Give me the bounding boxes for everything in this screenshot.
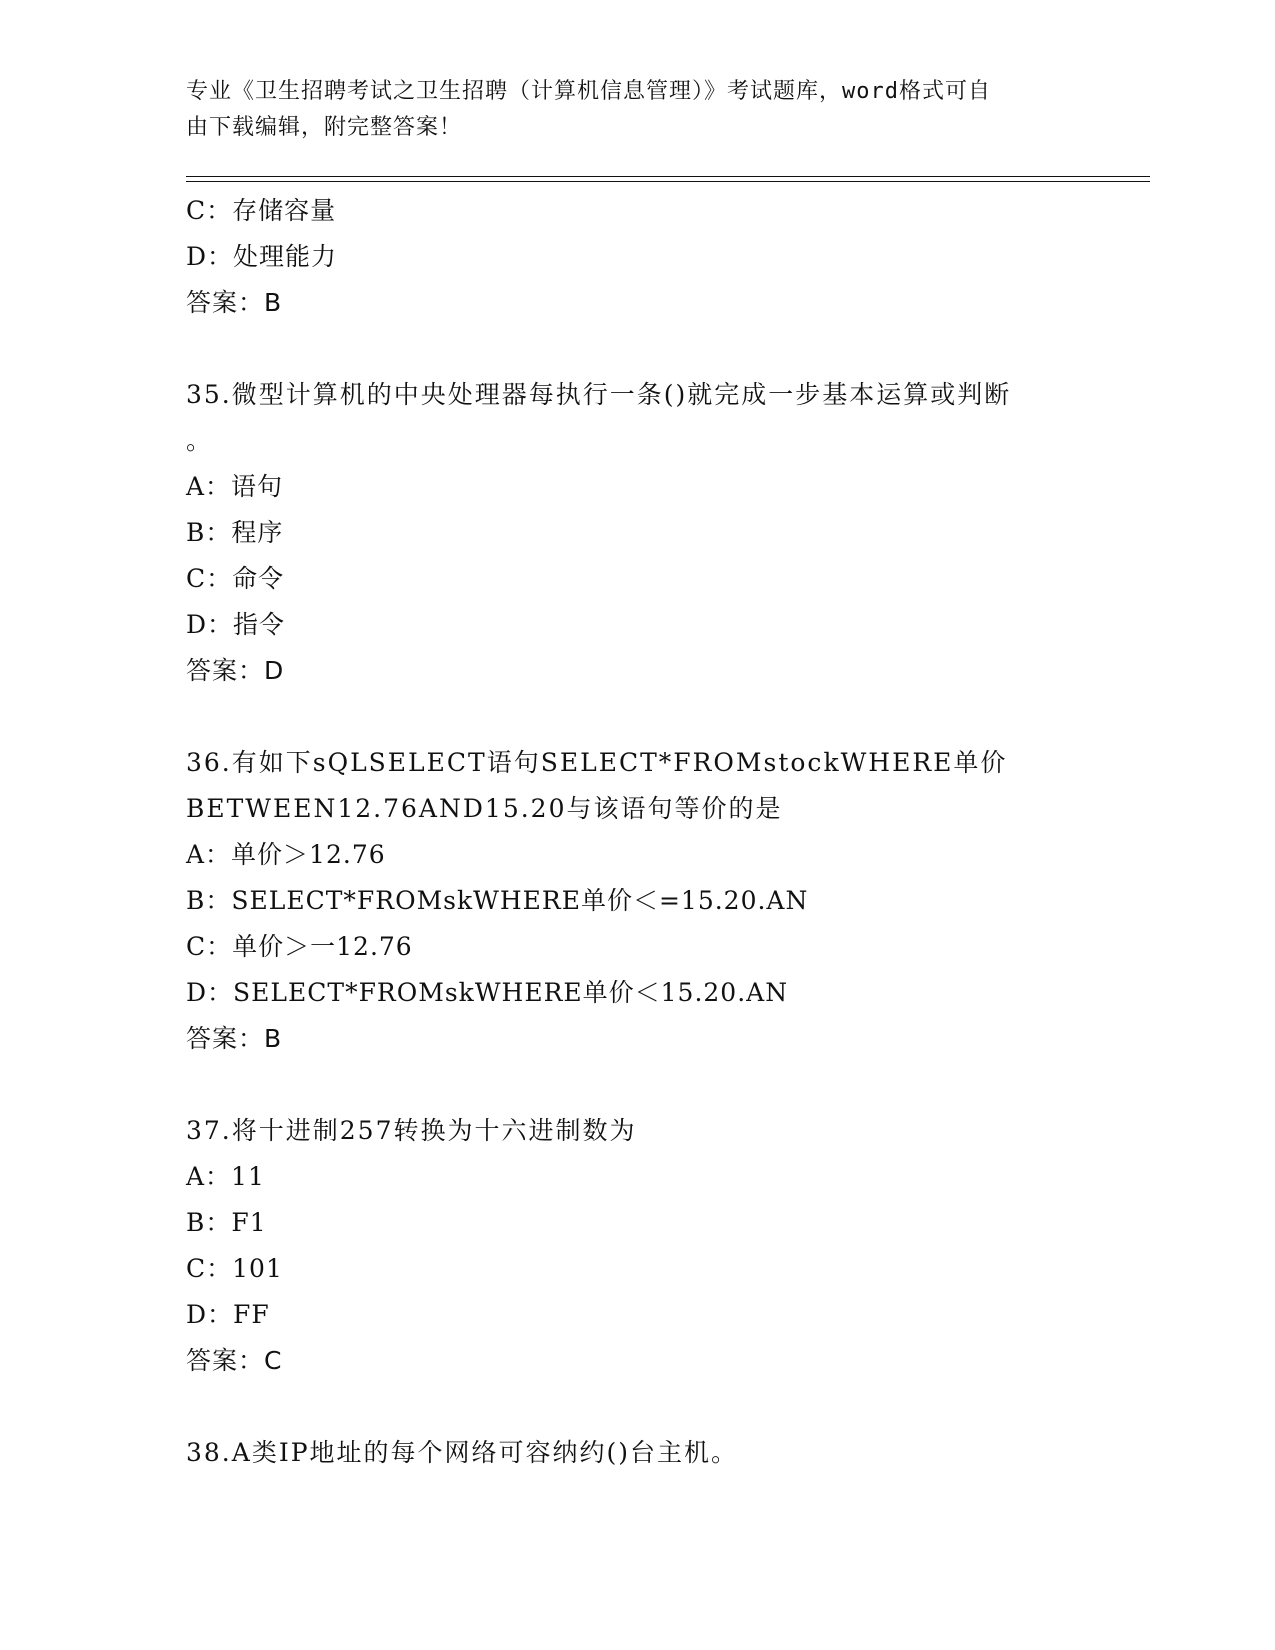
header-divider-top xyxy=(186,176,1150,177)
question-stem: 35.微型计算机的中央处理器每执行一条()就完成一步基本运算或判断 xyxy=(186,380,1012,409)
question-stem-continued: 。 xyxy=(186,426,214,455)
question-stem: 36.有如下sQLSELECT语句SELECT*FROMstockWHERE单价 xyxy=(186,748,1008,777)
option-b: B：SELECT*FROMskWHERE单价＜=15.20.AN xyxy=(186,886,809,915)
question-stem: 37.将十进制257转换为十六进制数为 xyxy=(186,1116,637,1145)
option-c: C：单价＞一12.76 xyxy=(186,932,413,961)
header-divider-bottom xyxy=(186,181,1150,182)
spacer xyxy=(186,326,1086,372)
question-35 xyxy=(186,372,1086,694)
spacer xyxy=(186,694,1086,740)
document-header xyxy=(186,74,1066,146)
question-36 xyxy=(186,740,1086,1062)
answer-line: 答案：C xyxy=(186,1346,283,1375)
option-d: D：处理能力 xyxy=(186,242,338,271)
option-b: B：F1 xyxy=(186,1208,267,1237)
option-d: D：指令 xyxy=(186,610,286,639)
question-34-tail xyxy=(186,188,1086,326)
option-a: A：单价＞12.76 xyxy=(186,840,386,869)
answer-line: 答案：D xyxy=(186,656,285,685)
option-c: C：101 xyxy=(186,1254,283,1283)
option-d: D：SELECT*FROMskWHERE单价＜15.20.AN xyxy=(186,978,789,1007)
question-stem-continued: BETWEEN12.76AND15.20与该语句等价的是 xyxy=(186,794,783,823)
spacer xyxy=(186,1062,1086,1108)
answer-line: 答案：B xyxy=(186,1024,283,1053)
header-line-2: 由下载编辑，附完整答案！ xyxy=(186,115,463,140)
option-b: B：程序 xyxy=(186,518,284,547)
option-c: C：存储容量 xyxy=(186,196,337,225)
option-a: A：11 xyxy=(186,1162,265,1191)
option-a: A：语句 xyxy=(186,472,284,501)
question-37 xyxy=(186,1108,1086,1384)
option-c: C：命令 xyxy=(186,564,285,593)
question-38 xyxy=(186,1430,1086,1476)
question-stem: 38.A类IP地址的每个网络可容纳约()台主机。 xyxy=(186,1438,739,1467)
spacer xyxy=(186,1384,1086,1430)
question-list xyxy=(186,188,1086,1476)
header-line-1: 专业《卫生招聘考试之卫生招聘（计算机信息管理）》考试题库，word格式可自 xyxy=(186,79,991,104)
answer-line: 答案：B xyxy=(186,288,283,317)
option-d: D：FF xyxy=(186,1300,270,1329)
